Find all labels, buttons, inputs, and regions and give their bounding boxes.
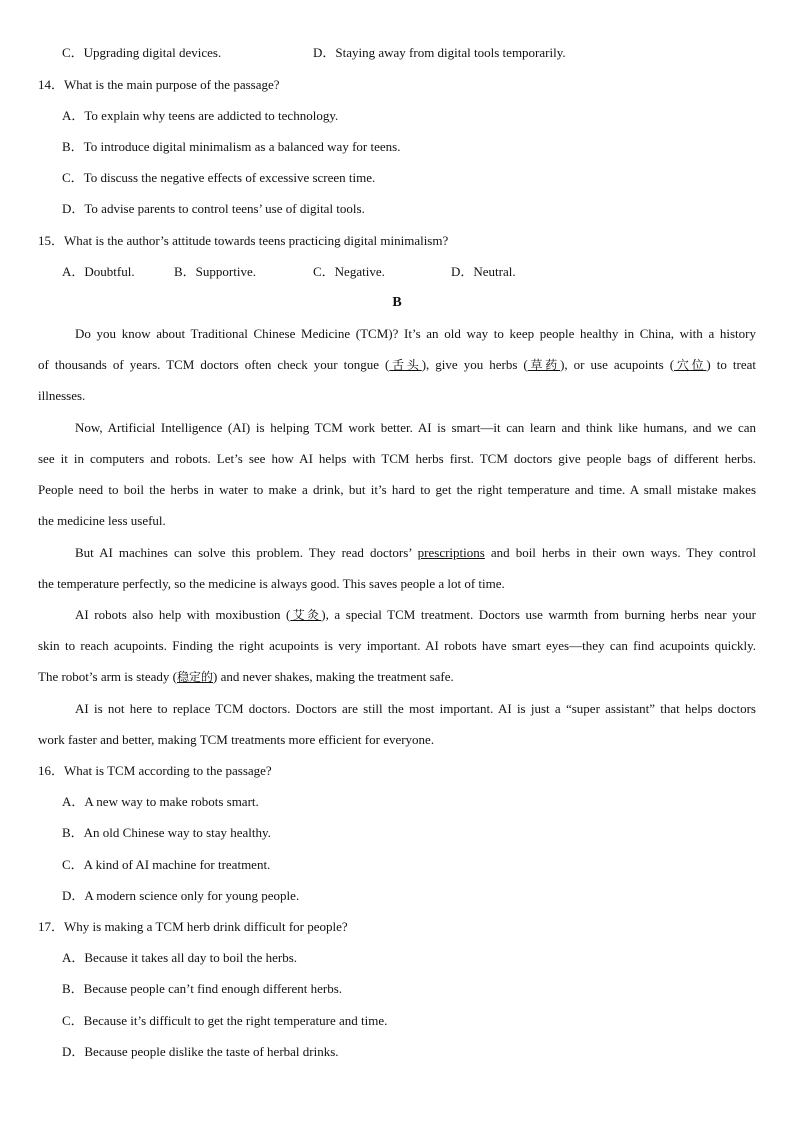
passage-p1-line1: Do you know about Traditional Chinese Medicine (TCM)? It’s an old way to keep people healthy in China, with a history bbox=[75, 326, 756, 341]
question-17-option-c: C．Because it’s difficult to get the right temperature and time. bbox=[62, 1013, 388, 1028]
question-14-option-d: D．To advise parents to control teens’ use of digital tools. bbox=[62, 201, 365, 216]
question-16-option-c: C．A kind of AI machine for treatment. bbox=[62, 857, 271, 872]
term-acupoints: 穴位 bbox=[674, 358, 707, 372]
term-steady: 稳定的 bbox=[177, 670, 214, 684]
passage-p2-line4: the medicine less useful. bbox=[38, 513, 166, 528]
question-14-option-b: B．To introduce digital minimalism as a balanced way for teens. bbox=[62, 139, 401, 154]
section-title: B bbox=[392, 295, 402, 310]
passage-p2-line2: see it in computers and robots. Let’s see how AI helps with TCM herbs first. TCM doctors give people bags of different herbs. bbox=[38, 451, 756, 466]
term-moxibustion: 艾灸 bbox=[290, 608, 322, 622]
passage-p4-line2: skin to reach acupoints. Finding the right acupoints is very important. AI robots have smart eyes—they can find acupoints quickly. bbox=[38, 638, 756, 653]
question-15-stem: 15．What is the author’s attitude towards teens practicing digital minimalism? bbox=[38, 233, 449, 248]
question-15-option-c: C．Negative. bbox=[313, 264, 385, 279]
term-herbs: 草药 bbox=[527, 358, 561, 372]
passage-p1-line2: of thousands of years. TCM doctors often check your tongue (舌头), give you herbs (草药), or use acupoints (穴位) to treat bbox=[38, 357, 756, 372]
question-14-option-a: A．To explain why teens are addicted to technology. bbox=[62, 108, 339, 123]
passage-p4-line1: AI robots also help with moxibustion (艾灸), a special TCM treatment. Doctors use warmth from burning herbs near your bbox=[75, 607, 756, 622]
term-tongue: 舌头 bbox=[389, 358, 422, 372]
passage-p5-line1: AI is not here to replace TCM doctors. Doctors are still the most important. AI is just a “super assistant” that helps doctors bbox=[75, 701, 756, 716]
passage-p2-line3: People need to boil the herbs in water to make a drink, but it’s hard to get the right temperature and time. A small mistake makes bbox=[38, 482, 756, 497]
question-15-option-d: D．Neutral. bbox=[451, 264, 516, 279]
passage-p5-line2: work faster and better, making TCM treatments more efficient for everyone. bbox=[38, 732, 435, 747]
question-15-option-a: A．Doubtful. bbox=[62, 264, 135, 279]
passage-p3-line1: But AI machines can solve this problem. They read doctors’ prescriptions and boil herbs in their own ways. They control bbox=[75, 545, 756, 560]
question-14-stem: 14．What is the main purpose of the passage? bbox=[38, 77, 280, 92]
question-14-option-c: C．To discuss the negative effects of excessive screen time. bbox=[62, 170, 376, 185]
question-16-option-d: D．A modern science only for young people. bbox=[62, 888, 300, 903]
question-17-option-d: D．Because people dislike the taste of herbal drinks. bbox=[62, 1044, 339, 1059]
question-16-option-b: B．An old Chinese way to stay healthy. bbox=[62, 825, 271, 840]
question-17-option-a: A．Because it takes all day to boil the herbs. bbox=[62, 950, 298, 965]
question-15-option-b: B．Supportive. bbox=[174, 264, 256, 279]
question-17-option-b: B．Because people can’t find enough different herbs. bbox=[62, 981, 343, 996]
option-c-prev: C．Upgrading digital devices. bbox=[62, 45, 222, 60]
option-d-prev: D．Staying away from digital tools temporarily. bbox=[313, 45, 566, 60]
passage-p3-line2: the temperature perfectly, so the medicine is always good. This saves people a lot of time. bbox=[38, 576, 505, 591]
question-17-stem: 17．Why is making a TCM herb drink difficult for people? bbox=[38, 919, 348, 934]
question-16-stem: 16．What is TCM according to the passage? bbox=[38, 763, 272, 778]
passage-p2-line1: Now, Artificial Intelligence (AI) is helping TCM work better. AI is smart—it can learn and think like humans, and we can bbox=[75, 420, 756, 435]
passage-p4-line3: The robot’s arm is steady (稳定的) and never shakes, making the treatment safe. bbox=[38, 669, 454, 684]
passage-p1-line3: illnesses. bbox=[38, 388, 86, 403]
term-prescriptions: prescriptions bbox=[417, 545, 485, 560]
question-16-option-a: A．A new way to make robots smart. bbox=[62, 794, 259, 809]
